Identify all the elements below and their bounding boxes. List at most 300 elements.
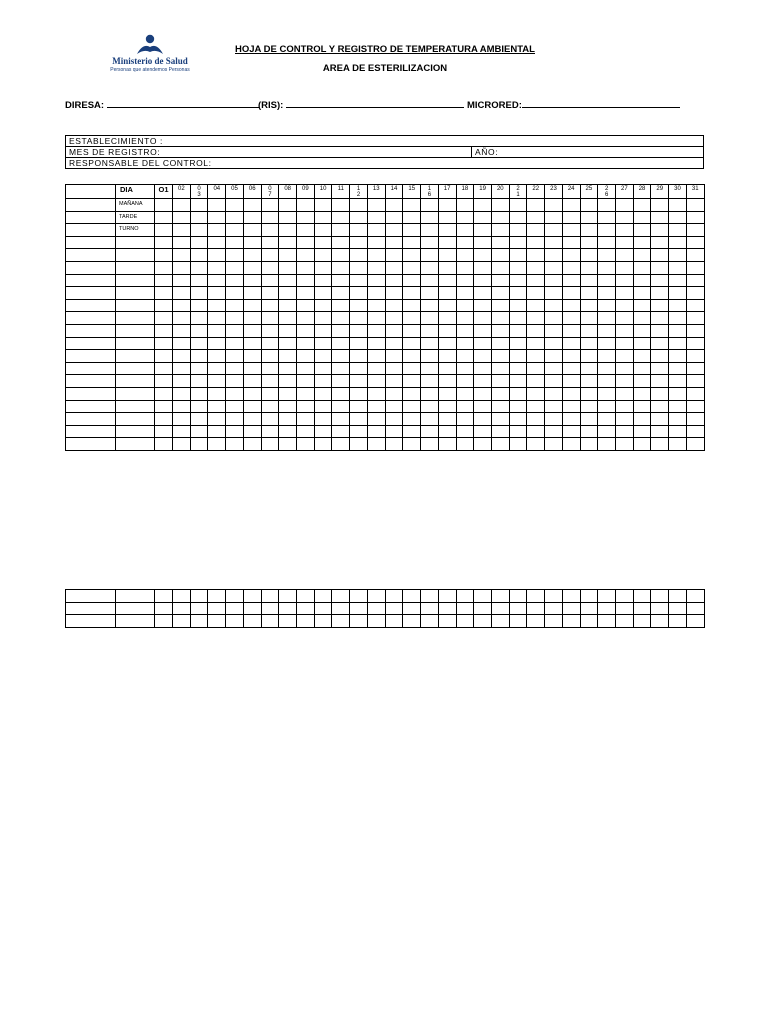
temperature-cell[interactable] [615, 236, 633, 249]
temperature-cell[interactable] [243, 274, 261, 287]
temperature-cell[interactable] [243, 224, 261, 237]
temperature-cell[interactable] [686, 274, 704, 287]
row-cell[interactable] [66, 224, 116, 237]
temperature-cell[interactable] [491, 287, 509, 300]
temperature-cell[interactable] [598, 211, 616, 224]
temperature-cell[interactable] [491, 249, 509, 262]
temperature-cell[interactable] [491, 350, 509, 363]
temperature-cell[interactable] [438, 211, 456, 224]
temperature-cell[interactable] [651, 375, 669, 388]
temperature-cell[interactable] [314, 425, 332, 438]
row-cell[interactable] [116, 312, 155, 325]
temperature-cell[interactable] [367, 224, 385, 237]
temperature-cell[interactable] [527, 261, 545, 274]
temperature-cell[interactable] [421, 425, 439, 438]
temperature-cell[interactable] [190, 224, 208, 237]
temperature-cell[interactable] [527, 425, 545, 438]
temperature-cell[interactable] [332, 299, 350, 312]
temperature-cell[interactable] [297, 324, 315, 337]
temperature-cell[interactable] [332, 337, 350, 350]
row-cell[interactable] [116, 387, 155, 400]
temperature-cell[interactable] [438, 425, 456, 438]
temperature-cell[interactable] [456, 249, 474, 262]
temperature-cell[interactable] [491, 224, 509, 237]
temperature-cell[interactable] [651, 438, 669, 451]
temperature-cell[interactable] [545, 211, 563, 224]
temperature-cell[interactable] [633, 438, 651, 451]
temperature-cell[interactable] [261, 337, 279, 350]
temperature-cell[interactable] [261, 249, 279, 262]
temperature-cell[interactable] [669, 337, 687, 350]
temperature-cell[interactable] [562, 387, 580, 400]
temperature-cell[interactable] [474, 362, 492, 375]
bottom-cell[interactable] [491, 590, 509, 603]
temperature-cell[interactable] [456, 337, 474, 350]
temperature-cell[interactable] [651, 400, 669, 413]
row-cell[interactable] [66, 387, 116, 400]
temperature-cell[interactable] [669, 261, 687, 274]
bottom-cell[interactable] [615, 590, 633, 603]
temperature-cell[interactable] [208, 299, 226, 312]
temperature-cell[interactable] [509, 425, 527, 438]
temperature-cell[interactable] [403, 362, 421, 375]
temperature-cell[interactable] [297, 287, 315, 300]
temperature-cell[interactable] [332, 375, 350, 388]
temperature-cell[interactable] [261, 387, 279, 400]
temperature-cell[interactable] [474, 224, 492, 237]
temperature-cell[interactable] [208, 400, 226, 413]
bottom-cell[interactable] [527, 590, 545, 603]
temperature-cell[interactable] [615, 375, 633, 388]
temperature-cell[interactable] [491, 236, 509, 249]
temperature-cell[interactable] [297, 362, 315, 375]
temperature-cell[interactable] [350, 287, 368, 300]
bottom-cell[interactable] [403, 590, 421, 603]
bottom-cell[interactable] [314, 615, 332, 628]
bottom-cell[interactable] [421, 615, 439, 628]
temperature-cell[interactable] [633, 261, 651, 274]
temperature-cell[interactable] [332, 350, 350, 363]
temperature-cell[interactable] [580, 261, 598, 274]
bottom-cell[interactable] [367, 590, 385, 603]
bottom-cell[interactable] [686, 615, 704, 628]
temperature-cell[interactable] [403, 324, 421, 337]
temperature-cell[interactable] [527, 199, 545, 212]
temperature-cell[interactable] [350, 438, 368, 451]
temperature-cell[interactable] [615, 438, 633, 451]
temperature-cell[interactable] [545, 287, 563, 300]
row-cell[interactable] [66, 249, 116, 262]
temperature-cell[interactable] [279, 400, 297, 413]
temperature-cell[interactable] [669, 211, 687, 224]
temperature-cell[interactable] [155, 400, 173, 413]
temperature-cell[interactable] [350, 211, 368, 224]
bottom-cell[interactable] [208, 590, 226, 603]
temperature-cell[interactable] [279, 312, 297, 325]
temperature-cell[interactable] [456, 438, 474, 451]
temperature-cell[interactable] [509, 224, 527, 237]
temperature-cell[interactable] [421, 274, 439, 287]
temperature-cell[interactable] [509, 211, 527, 224]
temperature-cell[interactable] [562, 362, 580, 375]
row-cell[interactable] [66, 350, 116, 363]
temperature-cell[interactable] [562, 337, 580, 350]
temperature-cell[interactable] [261, 236, 279, 249]
temperature-cell[interactable] [350, 312, 368, 325]
temperature-cell[interactable] [669, 425, 687, 438]
bottom-cell[interactable] [509, 615, 527, 628]
temperature-cell[interactable] [686, 413, 704, 426]
temperature-cell[interactable] [438, 350, 456, 363]
temperature-cell[interactable] [633, 274, 651, 287]
temperature-cell[interactable] [243, 438, 261, 451]
temperature-cell[interactable] [367, 261, 385, 274]
temperature-cell[interactable] [580, 362, 598, 375]
row-cell[interactable] [116, 236, 155, 249]
temperature-cell[interactable] [456, 425, 474, 438]
row-cell[interactable] [116, 425, 155, 438]
temperature-cell[interactable] [279, 413, 297, 426]
temperature-cell[interactable] [474, 261, 492, 274]
temperature-cell[interactable] [297, 299, 315, 312]
temperature-cell[interactable] [615, 299, 633, 312]
temperature-cell[interactable] [314, 236, 332, 249]
temperature-cell[interactable] [580, 438, 598, 451]
temperature-cell[interactable] [385, 287, 403, 300]
temperature-cell[interactable] [669, 375, 687, 388]
temperature-cell[interactable] [686, 287, 704, 300]
temperature-cell[interactable] [297, 350, 315, 363]
mes-registro-label[interactable]: MES DE REGISTRO: [66, 147, 472, 158]
temperature-cell[interactable] [208, 438, 226, 451]
row-cell[interactable] [116, 350, 155, 363]
temperature-cell[interactable] [314, 413, 332, 426]
temperature-cell[interactable] [173, 236, 191, 249]
temperature-cell[interactable] [350, 400, 368, 413]
temperature-cell[interactable] [367, 312, 385, 325]
temperature-cell[interactable] [155, 236, 173, 249]
temperature-cell[interactable] [474, 375, 492, 388]
temperature-cell[interactable] [403, 287, 421, 300]
temperature-cell[interactable] [279, 287, 297, 300]
temperature-cell[interactable] [226, 249, 244, 262]
temperature-cell[interactable] [297, 337, 315, 350]
temperature-cell[interactable] [297, 261, 315, 274]
temperature-cell[interactable] [545, 312, 563, 325]
temperature-cell[interactable] [314, 299, 332, 312]
row-cell[interactable] [66, 199, 116, 212]
temperature-cell[interactable] [562, 236, 580, 249]
temperature-cell[interactable] [456, 287, 474, 300]
temperature-cell[interactable] [261, 375, 279, 388]
temperature-cell[interactable] [155, 211, 173, 224]
temperature-cell[interactable] [562, 249, 580, 262]
bottom-cell[interactable] [438, 615, 456, 628]
temperature-cell[interactable] [598, 274, 616, 287]
temperature-cell[interactable] [456, 199, 474, 212]
temperature-cell[interactable] [332, 211, 350, 224]
temperature-cell[interactable] [261, 324, 279, 337]
temperature-cell[interactable] [332, 312, 350, 325]
temperature-cell[interactable] [421, 413, 439, 426]
temperature-cell[interactable] [279, 236, 297, 249]
temperature-cell[interactable] [633, 350, 651, 363]
row-cell[interactable] [116, 249, 155, 262]
temperature-cell[interactable] [669, 312, 687, 325]
temperature-cell[interactable] [350, 224, 368, 237]
temperature-cell[interactable] [669, 324, 687, 337]
temperature-cell[interactable] [651, 324, 669, 337]
temperature-cell[interactable] [367, 287, 385, 300]
temperature-cell[interactable] [367, 236, 385, 249]
temperature-cell[interactable] [562, 312, 580, 325]
temperature-cell[interactable] [190, 425, 208, 438]
temperature-cell[interactable] [421, 350, 439, 363]
temperature-cell[interactable] [562, 199, 580, 212]
temperature-cell[interactable] [669, 387, 687, 400]
temperature-cell[interactable] [332, 236, 350, 249]
temperature-cell[interactable] [173, 249, 191, 262]
temperature-cell[interactable] [403, 236, 421, 249]
temperature-cell[interactable] [509, 236, 527, 249]
microred-blank[interactable] [522, 98, 680, 108]
temperature-cell[interactable] [509, 350, 527, 363]
temperature-cell[interactable] [350, 299, 368, 312]
temperature-cell[interactable] [243, 249, 261, 262]
temperature-cell[interactable] [421, 299, 439, 312]
temperature-cell[interactable] [279, 224, 297, 237]
temperature-cell[interactable] [474, 287, 492, 300]
temperature-cell[interactable] [527, 438, 545, 451]
temperature-cell[interactable] [562, 274, 580, 287]
temperature-cell[interactable] [598, 287, 616, 300]
temperature-cell[interactable] [669, 350, 687, 363]
temperature-cell[interactable] [456, 400, 474, 413]
temperature-cell[interactable] [243, 287, 261, 300]
temperature-cell[interactable] [208, 350, 226, 363]
temperature-cell[interactable] [226, 413, 244, 426]
temperature-cell[interactable] [332, 324, 350, 337]
temperature-cell[interactable] [456, 350, 474, 363]
row-cell[interactable] [66, 287, 116, 300]
temperature-cell[interactable] [474, 312, 492, 325]
temperature-cell[interactable] [367, 350, 385, 363]
temperature-cell[interactable] [545, 199, 563, 212]
temperature-cell[interactable] [527, 211, 545, 224]
temperature-cell[interactable] [297, 413, 315, 426]
temperature-cell[interactable] [297, 400, 315, 413]
bottom-cell[interactable] [208, 615, 226, 628]
bottom-cell[interactable] [297, 602, 315, 615]
temperature-cell[interactable] [527, 224, 545, 237]
temperature-cell[interactable] [545, 413, 563, 426]
temperature-cell[interactable] [297, 387, 315, 400]
temperature-cell[interactable] [261, 274, 279, 287]
temperature-cell[interactable] [367, 199, 385, 212]
temperature-cell[interactable] [615, 249, 633, 262]
temperature-cell[interactable] [669, 224, 687, 237]
temperature-cell[interactable] [385, 299, 403, 312]
temperature-cell[interactable] [545, 249, 563, 262]
temperature-cell[interactable] [580, 211, 598, 224]
temperature-cell[interactable] [173, 350, 191, 363]
bottom-cell[interactable] [66, 590, 116, 603]
temperature-cell[interactable] [279, 274, 297, 287]
temperature-cell[interactable] [509, 261, 527, 274]
row-cell[interactable] [116, 400, 155, 413]
temperature-cell[interactable] [509, 287, 527, 300]
bottom-cell[interactable] [226, 590, 244, 603]
temperature-cell[interactable] [208, 249, 226, 262]
temperature-cell[interactable] [297, 312, 315, 325]
ris-blank[interactable] [286, 98, 464, 108]
temperature-cell[interactable] [615, 425, 633, 438]
diresa-field[interactable] [65, 98, 259, 111]
temperature-cell[interactable] [527, 387, 545, 400]
bottom-cell[interactable] [651, 590, 669, 603]
temperature-cell[interactable] [633, 413, 651, 426]
temperature-cell[interactable] [208, 337, 226, 350]
bottom-cell[interactable] [562, 602, 580, 615]
bottom-cell[interactable] [155, 615, 173, 628]
temperature-cell[interactable] [243, 337, 261, 350]
bottom-cell[interactable] [314, 590, 332, 603]
temperature-cell[interactable] [155, 249, 173, 262]
temperature-cell[interactable] [580, 274, 598, 287]
temperature-cell[interactable] [651, 425, 669, 438]
bottom-cell[interactable] [633, 590, 651, 603]
temperature-cell[interactable] [208, 211, 226, 224]
temperature-cell[interactable] [243, 425, 261, 438]
temperature-cell[interactable] [367, 400, 385, 413]
bottom-cell[interactable] [243, 602, 261, 615]
temperature-cell[interactable] [314, 350, 332, 363]
bottom-cell[interactable] [155, 602, 173, 615]
temperature-cell[interactable] [279, 211, 297, 224]
temperature-cell[interactable] [155, 425, 173, 438]
temperature-cell[interactable] [421, 249, 439, 262]
bottom-cell[interactable] [651, 615, 669, 628]
temperature-cell[interactable] [456, 413, 474, 426]
temperature-cell[interactable] [527, 299, 545, 312]
temperature-cell[interactable] [438, 249, 456, 262]
row-cell[interactable] [66, 413, 116, 426]
temperature-cell[interactable] [474, 299, 492, 312]
bottom-cell[interactable] [403, 602, 421, 615]
temperature-cell[interactable] [456, 324, 474, 337]
temperature-cell[interactable] [598, 236, 616, 249]
temperature-cell[interactable] [243, 362, 261, 375]
bottom-cell[interactable] [332, 602, 350, 615]
bottom-cell[interactable] [226, 602, 244, 615]
temperature-cell[interactable] [332, 224, 350, 237]
temperature-cell[interactable] [403, 400, 421, 413]
temperature-cell[interactable] [385, 425, 403, 438]
temperature-cell[interactable] [226, 362, 244, 375]
temperature-cell[interactable] [669, 249, 687, 262]
temperature-cell[interactable] [261, 438, 279, 451]
temperature-cell[interactable] [385, 199, 403, 212]
temperature-cell[interactable] [173, 337, 191, 350]
establecimiento-label[interactable]: ESTABLECIMIENTO : [66, 136, 704, 147]
temperature-cell[interactable] [226, 312, 244, 325]
bottom-cell[interactable] [474, 602, 492, 615]
temperature-cell[interactable] [580, 387, 598, 400]
temperature-cell[interactable] [491, 362, 509, 375]
temperature-cell[interactable] [421, 236, 439, 249]
temperature-cell[interactable] [332, 438, 350, 451]
temperature-cell[interactable] [545, 274, 563, 287]
temperature-cell[interactable] [633, 362, 651, 375]
temperature-cell[interactable] [155, 261, 173, 274]
temperature-cell[interactable] [173, 438, 191, 451]
temperature-cell[interactable] [279, 387, 297, 400]
temperature-cell[interactable] [527, 400, 545, 413]
temperature-cell[interactable] [669, 287, 687, 300]
temperature-cell[interactable] [173, 299, 191, 312]
temperature-cell[interactable] [314, 438, 332, 451]
row-cell[interactable] [66, 312, 116, 325]
temperature-cell[interactable] [208, 387, 226, 400]
temperature-cell[interactable] [509, 324, 527, 337]
temperature-cell[interactable] [279, 375, 297, 388]
temperature-cell[interactable] [155, 224, 173, 237]
temperature-cell[interactable] [651, 236, 669, 249]
temperature-cell[interactable] [456, 362, 474, 375]
temperature-cell[interactable] [243, 312, 261, 325]
temperature-cell[interactable] [350, 362, 368, 375]
temperature-cell[interactable] [261, 350, 279, 363]
temperature-cell[interactable] [456, 236, 474, 249]
temperature-cell[interactable] [350, 413, 368, 426]
temperature-cell[interactable] [297, 375, 315, 388]
temperature-cell[interactable] [155, 337, 173, 350]
bottom-cell[interactable] [438, 590, 456, 603]
temperature-cell[interactable] [261, 199, 279, 212]
temperature-cell[interactable] [314, 224, 332, 237]
temperature-cell[interactable] [562, 350, 580, 363]
temperature-cell[interactable] [367, 324, 385, 337]
temperature-cell[interactable] [651, 337, 669, 350]
temperature-cell[interactable] [598, 387, 616, 400]
temperature-cell[interactable] [385, 413, 403, 426]
temperature-cell[interactable] [243, 299, 261, 312]
temperature-cell[interactable] [509, 312, 527, 325]
temperature-cell[interactable] [491, 261, 509, 274]
temperature-cell[interactable] [226, 324, 244, 337]
temperature-cell[interactable] [350, 199, 368, 212]
temperature-cell[interactable] [598, 249, 616, 262]
temperature-cell[interactable] [456, 299, 474, 312]
bottom-cell[interactable] [190, 615, 208, 628]
bottom-cell[interactable] [598, 615, 616, 628]
temperature-cell[interactable] [173, 312, 191, 325]
temperature-cell[interactable] [173, 425, 191, 438]
bottom-cell[interactable] [474, 590, 492, 603]
temperature-cell[interactable] [208, 375, 226, 388]
temperature-cell[interactable] [297, 274, 315, 287]
temperature-cell[interactable] [314, 337, 332, 350]
bottom-cell[interactable] [474, 615, 492, 628]
temperature-cell[interactable] [438, 375, 456, 388]
temperature-cell[interactable] [155, 274, 173, 287]
bottom-cell[interactable] [155, 590, 173, 603]
row-cell[interactable] [116, 337, 155, 350]
temperature-cell[interactable] [173, 324, 191, 337]
temperature-cell[interactable] [208, 362, 226, 375]
temperature-cell[interactable] [190, 413, 208, 426]
temperature-cell[interactable] [686, 438, 704, 451]
